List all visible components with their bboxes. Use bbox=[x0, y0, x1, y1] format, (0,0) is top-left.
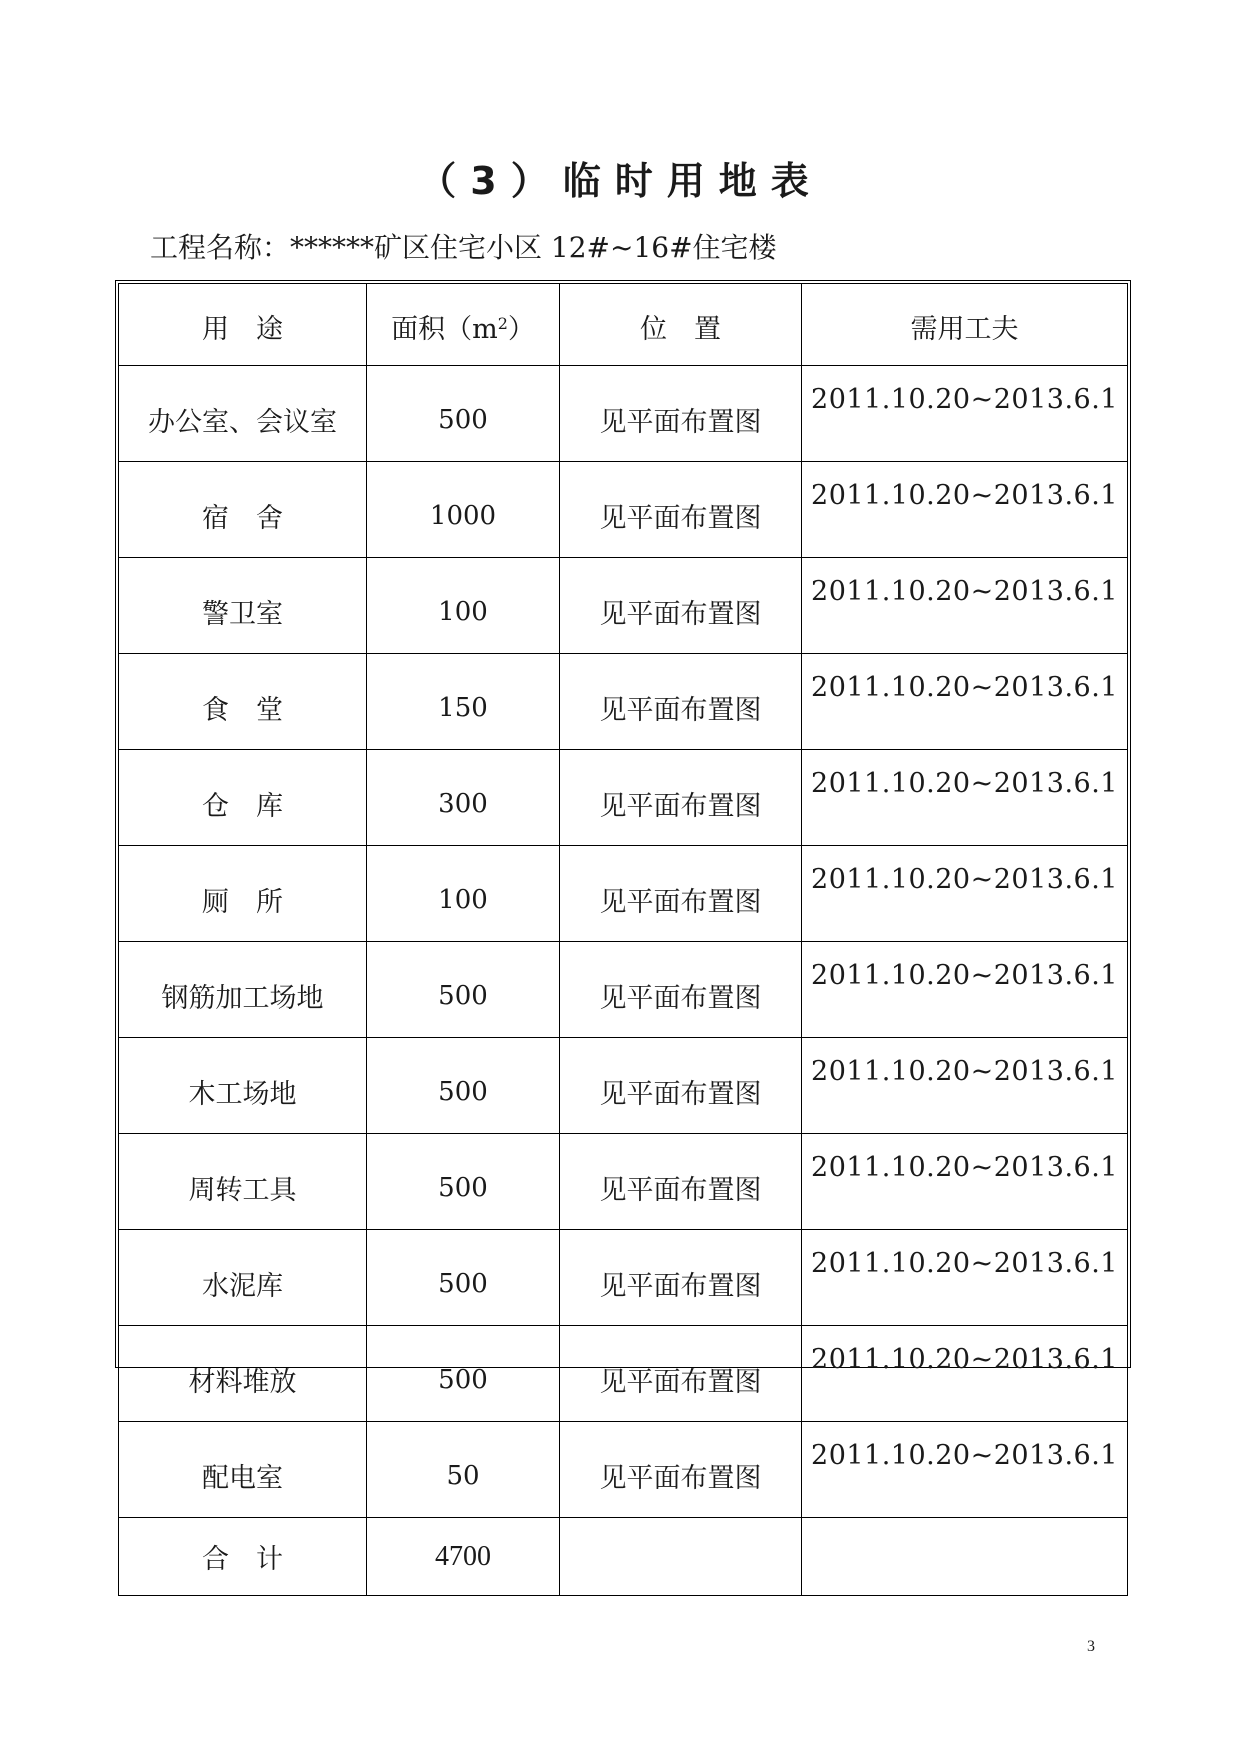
cell-area: 300 bbox=[367, 750, 560, 846]
table-header-row bbox=[119, 284, 1128, 366]
header-area-prefix: 面积（m bbox=[391, 314, 498, 345]
cell-location: 见平面布置图 bbox=[560, 942, 802, 1038]
cell-area: 500 bbox=[367, 1134, 560, 1230]
cell-area: 500 bbox=[367, 366, 560, 462]
cell-area: 100 bbox=[367, 846, 560, 942]
cell-usage: 厕 所 bbox=[119, 846, 367, 942]
project-name: 工程名称：******矿区住宅小区 12#~16#住宅楼 bbox=[150, 231, 777, 264]
table-row bbox=[119, 1230, 1128, 1326]
cell-area: 500 bbox=[367, 1038, 560, 1134]
cell-usage: 木工场地 bbox=[119, 1038, 367, 1134]
cell-usage: 警卫室 bbox=[119, 558, 367, 654]
total-location bbox=[560, 1518, 802, 1596]
cell-time: 2011.10.20~2013.6.1 bbox=[802, 750, 1128, 846]
header-area bbox=[367, 284, 560, 366]
cell-area: 500 bbox=[367, 1230, 560, 1326]
land-use-table bbox=[118, 283, 1128, 1596]
table-row bbox=[119, 462, 1128, 558]
cell-time: 2011.10.20~2013.6.1 bbox=[802, 1326, 1128, 1422]
cell-location: 见平面布置图 bbox=[560, 654, 802, 750]
table-row bbox=[119, 1422, 1128, 1518]
table-row bbox=[119, 1134, 1128, 1230]
table-row bbox=[119, 846, 1128, 942]
cell-location: 见平面布置图 bbox=[560, 1230, 802, 1326]
total-time bbox=[802, 1518, 1128, 1596]
cell-usage: 配电室 bbox=[119, 1422, 367, 1518]
table-row bbox=[119, 750, 1128, 846]
cell-area: 50 bbox=[367, 1422, 560, 1518]
cell-time: 2011.10.20~2013.6.1 bbox=[802, 1230, 1128, 1326]
cell-location: 见平面布置图 bbox=[560, 1326, 802, 1422]
header-location: 位 置 bbox=[560, 284, 802, 366]
cell-usage: 周转工具 bbox=[119, 1134, 367, 1230]
table-row bbox=[119, 1326, 1128, 1422]
cell-time: 2011.10.20~2013.6.1 bbox=[802, 1134, 1128, 1230]
cell-usage: 仓 库 bbox=[119, 750, 367, 846]
cell-time: 2011.10.20~2013.6.1 bbox=[802, 654, 1128, 750]
cell-usage: 水泥库 bbox=[119, 1230, 367, 1326]
cell-time: 2011.10.20~2013.6.1 bbox=[802, 558, 1128, 654]
cell-location: 见平面布置图 bbox=[560, 1422, 802, 1518]
cell-time: 2011.10.20~2013.6.1 bbox=[802, 1422, 1128, 1518]
cell-area: 150 bbox=[367, 654, 560, 750]
cell-usage: 办公室、会议室 bbox=[119, 366, 367, 462]
cell-usage: 食 堂 bbox=[119, 654, 367, 750]
page-title: （3）临时用地表 bbox=[418, 159, 823, 203]
cell-location: 见平面布置图 bbox=[560, 846, 802, 942]
cell-location: 见平面布置图 bbox=[560, 1038, 802, 1134]
table-row bbox=[119, 558, 1128, 654]
cell-area: 500 bbox=[367, 942, 560, 1038]
table-row bbox=[119, 366, 1128, 462]
cell-location: 见平面布置图 bbox=[560, 462, 802, 558]
cell-location: 见平面布置图 bbox=[560, 1134, 802, 1230]
table-row bbox=[119, 942, 1128, 1038]
header-area-sup: 2 bbox=[497, 314, 508, 333]
cell-location: 见平面布置图 bbox=[560, 366, 802, 462]
header-usage: 用 途 bbox=[119, 284, 367, 366]
cell-time: 2011.10.20~2013.6.1 bbox=[802, 942, 1128, 1038]
cell-time: 2011.10.20~2013.6.1 bbox=[802, 846, 1128, 942]
land-use-table-frame bbox=[115, 280, 1131, 1575]
cell-time: 2011.10.20~2013.6.1 bbox=[802, 366, 1128, 462]
cell-usage: 宿 舍 bbox=[119, 462, 367, 558]
cell-area: 100 bbox=[367, 558, 560, 654]
table-row bbox=[119, 1038, 1128, 1134]
page-number: 3 bbox=[1087, 1638, 1095, 1655]
cell-location: 见平面布置图 bbox=[560, 558, 802, 654]
cell-usage: 材料堆放 bbox=[119, 1326, 367, 1422]
header-area-suffix: ） bbox=[507, 314, 535, 345]
cell-time: 2011.10.20~2013.6.1 bbox=[802, 462, 1128, 558]
cell-usage: 钢筋加工场地 bbox=[119, 942, 367, 1038]
total-label: 合 计 bbox=[119, 1518, 367, 1596]
table-total-row bbox=[119, 1518, 1128, 1596]
cell-area: 500 bbox=[367, 1326, 560, 1422]
table-row bbox=[119, 654, 1128, 750]
header-time: 需用工夫 bbox=[802, 284, 1128, 366]
cell-area: 1000 bbox=[367, 462, 560, 558]
cell-location: 见平面布置图 bbox=[560, 750, 802, 846]
total-area: 4700 bbox=[367, 1518, 560, 1596]
cell-time: 2011.10.20~2013.6.1 bbox=[802, 1038, 1128, 1134]
